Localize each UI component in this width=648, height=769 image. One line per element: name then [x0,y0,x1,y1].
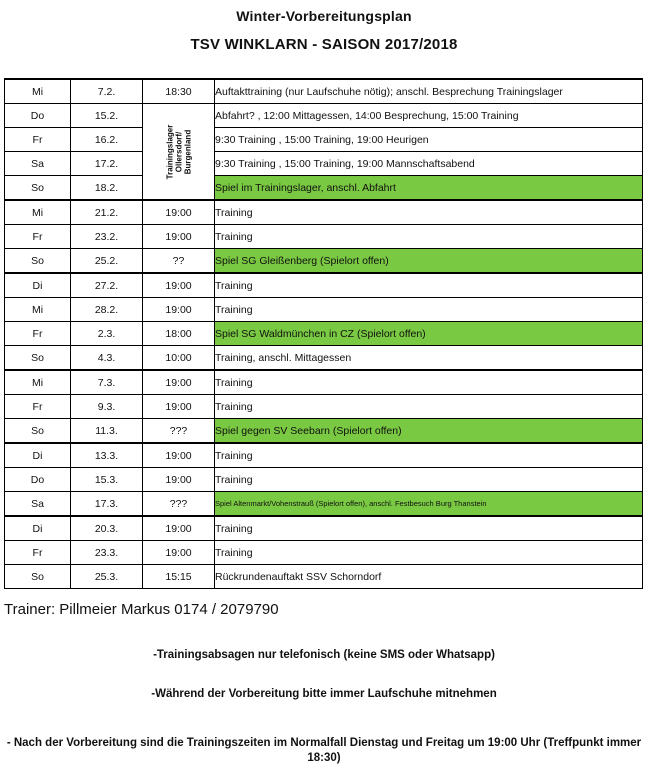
activity-cell: Spiel im Trainingslager, anschl. Abfahrt [215,176,643,201]
activity-cell: Training [215,273,643,298]
table-row [5,346,643,371]
table-row [5,516,643,541]
note-cancellation: -Trainingsabsagen nur telefonisch (keine SMS oder Whatsapp) [153,649,495,661]
trainer-contact: Trainer: Pillmeier Markus 0174 / 2079790 [4,601,279,618]
table-row [5,225,643,249]
time-cell: 19:00 [143,298,215,322]
time-cell: ??? [143,419,215,444]
training-camp-cell [143,104,215,201]
date-cell: 28.2. [71,298,143,322]
date-cell: 25.2. [71,249,143,274]
note-running-shoes: -Während der Vorbereitung bitte immer Laufschuhe mitnehmen [151,688,497,700]
activity-cell: Training [215,443,643,468]
day-cell: Fr [5,541,71,565]
activity-cell: Training [215,395,643,419]
activity-cell: Auftakttraining (nur Laufschuhe nötig); anschl. Besprechung Trainingslager [215,79,643,104]
activity-cell: Training [215,468,643,492]
schedule-table [4,78,643,589]
camp-label-line: Burgenland [183,129,192,174]
time-cell: 19:00 [143,541,215,565]
day-cell: Do [5,104,71,128]
table-row [5,443,643,468]
activity-cell: Spiel SG Waldmünchen in CZ (Spielort offen) [215,322,643,346]
date-cell: 20.3. [71,516,143,541]
day-cell: So [5,176,71,201]
date-cell: 16.2. [71,128,143,152]
date-cell: 4.3. [71,346,143,371]
activity-cell: Training [215,200,643,225]
note-training-times: - Nach der Vorbereitung sind die Trainingszeiten im Normalfall Dienstag und Freitag um 19:00 Uhr (Treffpunkt immer 18:30) [6,737,642,764]
date-cell: 25.3. [71,565,143,589]
day-cell: Di [5,273,71,298]
time-cell: ??? [143,492,215,517]
page-subtitle: TSV WINKLARN - SAISON 2017/2018 [190,36,458,53]
date-cell: 13.3. [71,443,143,468]
table-row [5,541,643,565]
training-camp-label [165,124,192,179]
day-cell: So [5,565,71,589]
date-cell: 15.2. [71,104,143,128]
time-cell: 19:00 [143,225,215,249]
table-row [5,79,643,104]
table-row [5,249,643,274]
day-cell: Di [5,443,71,468]
day-cell: So [5,419,71,444]
time-cell: 19:00 [143,273,215,298]
activity-cell: Training, anschl. Mittagessen [215,346,643,371]
day-cell: Fr [5,128,71,152]
day-cell: Mi [5,370,71,395]
camp-label-line: Trainingslager [165,124,174,179]
time-cell: 15:15 [143,565,215,589]
activity-cell: 9:30 Training , 15:00 Training, 19:00 Mannschaftsabend [215,152,643,176]
activity-cell: Training [215,298,643,322]
day-cell: Do [5,468,71,492]
time-cell: ?? [143,249,215,274]
activity-cell: Training [215,370,643,395]
day-cell: Mi [5,298,71,322]
day-cell: Fr [5,395,71,419]
date-cell: 17.2. [71,152,143,176]
day-cell: Mi [5,79,71,104]
table-row [5,298,643,322]
table-row [5,419,643,444]
table-row [5,176,643,201]
table-row [5,104,643,128]
table-row [5,273,643,298]
table-row [5,565,643,589]
time-cell: 19:00 [143,516,215,541]
date-cell: 21.2. [71,200,143,225]
day-cell: So [5,249,71,274]
table-row [5,322,643,346]
time-cell: 19:00 [143,395,215,419]
day-cell: Fr [5,225,71,249]
time-cell: 19:00 [143,468,215,492]
time-cell: 19:00 [143,443,215,468]
activity-cell: Spiel Altenmarkt/Vohenstrauß (Spielort offen), anschl. Festbesuch Burg Thanstein [215,492,643,517]
date-cell: 18.2. [71,176,143,201]
date-cell: 23.3. [71,541,143,565]
table-row [5,152,643,176]
time-cell: 19:00 [143,200,215,225]
time-cell: 18:00 [143,322,215,346]
date-cell: 17.3. [71,492,143,517]
date-cell: 2.3. [71,322,143,346]
date-cell: 11.3. [71,419,143,444]
activity-cell: Training [215,516,643,541]
table-row [5,128,643,152]
day-cell: Fr [5,322,71,346]
table-row [5,492,643,517]
table-row [5,395,643,419]
day-cell: So [5,346,71,371]
date-cell: 27.2. [71,273,143,298]
activity-cell: Training [215,225,643,249]
day-cell: Sa [5,152,71,176]
time-cell: 19:00 [143,370,215,395]
date-cell: 7.2. [71,79,143,104]
table-row [5,200,643,225]
day-cell: Di [5,516,71,541]
time-cell: 18:30 [143,79,215,104]
table-row [5,468,643,492]
activity-cell: Training [215,541,643,565]
day-cell: Mi [5,200,71,225]
activity-cell: Spiel gegen SV Seebarn (Spielort offen) [215,419,643,444]
day-cell: Sa [5,492,71,517]
camp-label-line: Ollersdorf/ [174,131,183,172]
time-cell: 10:00 [143,346,215,371]
activity-cell: Rückrundenauftakt SSV Schorndorf [215,565,643,589]
activity-cell: Spiel SG Gleißenberg (Spielort offen) [215,249,643,274]
date-cell: 7.3. [71,370,143,395]
date-cell: 23.2. [71,225,143,249]
date-cell: 15.3. [71,468,143,492]
activity-cell: Abfahrt? , 12:00 Mittagessen, 14:00 Besprechung, 15:00 Training [215,104,643,128]
activity-cell: 9:30 Training , 15:00 Training, 19:00 Heurigen [215,128,643,152]
date-cell: 9.3. [71,395,143,419]
table-row [5,370,643,395]
page-title: Winter-Vorbereitungsplan [236,8,412,24]
